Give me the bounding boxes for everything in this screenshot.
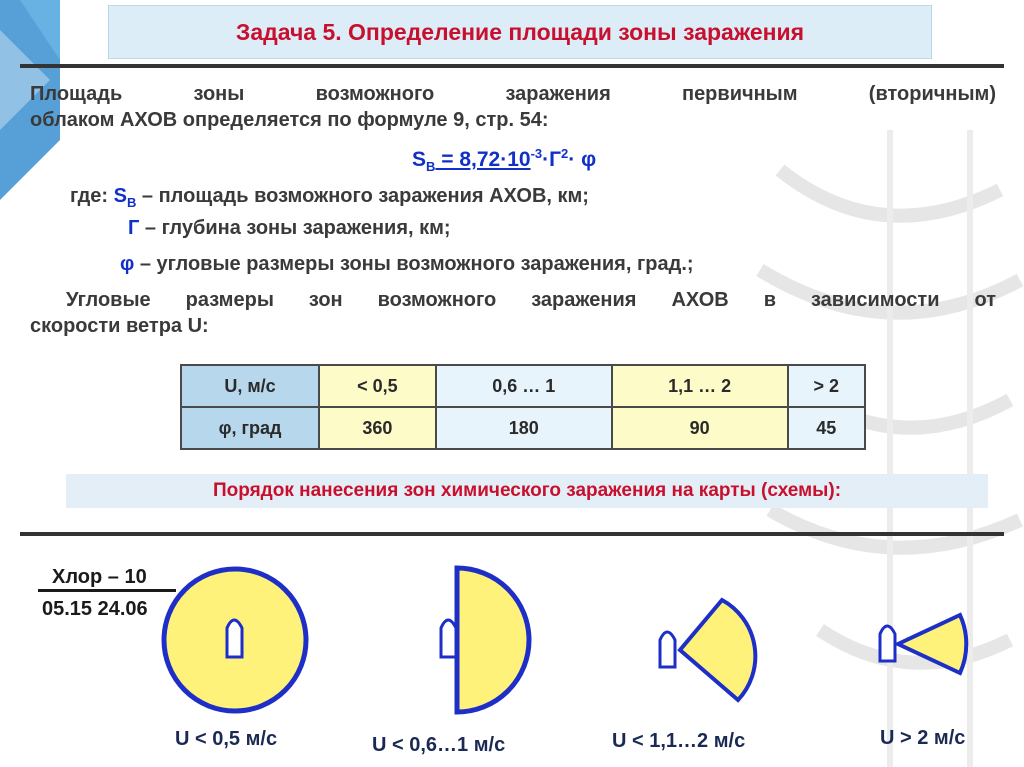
source-marker-icon [227, 620, 242, 657]
zone-label-45: U > 2 м/с [880, 727, 966, 749]
intro-line-1: Площадь зоны возможного заражения первичным (вторичным) [30, 83, 996, 105]
angular-line-2: скорости ветра U: [30, 315, 209, 337]
table-cell: 360 [319, 407, 436, 449]
order-banner [66, 474, 988, 508]
bottom-divider [20, 532, 1004, 536]
zone-diagrams [0, 540, 1024, 767]
table-cell: > 2 [788, 365, 865, 407]
table-cell: 1,1 … 2 [612, 365, 788, 407]
where-g-line: Г – глубина зоны заражения, км; [128, 217, 451, 239]
zone-label-90: U < 1,1…2 м/с [612, 730, 746, 752]
table-cell: 180 [436, 407, 612, 449]
zone-45-sector [898, 615, 966, 673]
where-s-line: где: $S_В$ – площадь возможного заражения АХОВ, км; [70, 185, 589, 210]
zone-180-semicircle [457, 568, 529, 712]
table-row [181, 365, 865, 407]
order-title: Порядок нанесения зон химического заражения на карты (схемы): [212, 480, 842, 501]
table-header-cell: U, м/с [181, 365, 319, 407]
source-marker-icon [660, 632, 675, 667]
title-banner [108, 5, 932, 59]
table-header-cell: φ, град [181, 407, 319, 449]
wind-angle-table [180, 364, 866, 450]
table-cell: 90 [612, 407, 788, 449]
chemical-label: Хлор – 10 [52, 566, 147, 588]
table-cell: 0,6 … 1 [436, 365, 612, 407]
top-divider [20, 64, 1004, 68]
zone-label-360: U < 0,5 м/с [175, 728, 278, 750]
angular-line-1: Угловые размеры зон возможного заражения АХОВ в зависимости от [66, 289, 996, 311]
table-cell: < 0,5 [319, 365, 436, 407]
zone-label-180: U < 0,6…1 м/с [372, 734, 506, 756]
table-cell: 45 [788, 407, 865, 449]
intro-line-2: облаком АХОВ определяется по формуле 9, стр. 54: [30, 109, 549, 131]
where-phi-line: φ – угловые размеры зоны возможного заражения, град.; [120, 253, 694, 275]
zone-90-sector [680, 600, 755, 700]
table-row [181, 407, 865, 449]
page-title: Задача 5. Определение площади зоны заражения [235, 18, 805, 45]
source-marker-icon [880, 626, 895, 661]
date-time-label: 05.15 24.06 [42, 598, 148, 620]
area-formula: $S_В = 8,72\cdot 10^{-3}\cdot Г^2\cdot \varphi$ [412, 146, 597, 175]
source-marker-icon [441, 620, 456, 657]
